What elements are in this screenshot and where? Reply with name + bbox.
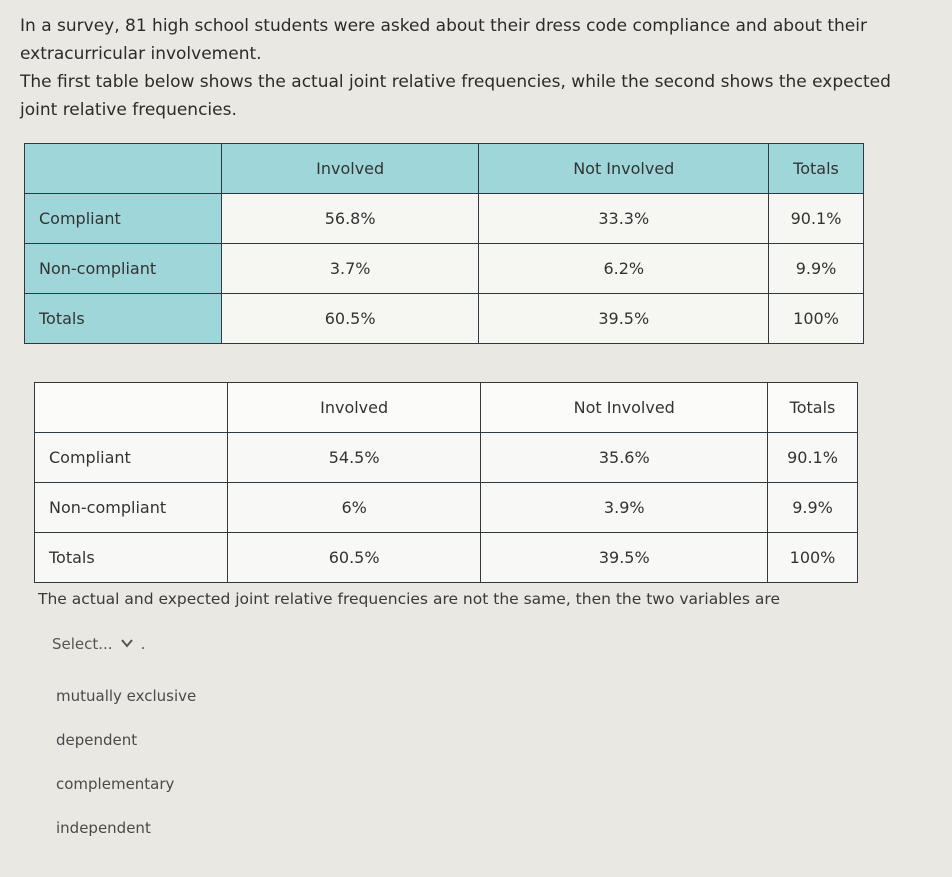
header-cell-totals: Totals	[769, 144, 864, 194]
conclusion-text: The actual and expected joint relative frequencies are not the same, then the two variables are	[38, 590, 780, 608]
table-cell: 9.9%	[768, 483, 858, 533]
option-independent[interactable]: independent	[56, 819, 151, 837]
header-cell-totals: Totals	[768, 383, 858, 433]
table-cell: 54.5%	[227, 433, 481, 483]
table-header-row	[25, 144, 864, 194]
intro-line-2: extracurricular involvement.	[20, 44, 262, 64]
table-cell: 100%	[769, 294, 864, 344]
intro-line-1: In a survey, 81 high school students were asked about their dress code compliance and about their	[20, 16, 867, 36]
sentence-period: .	[140, 635, 146, 653]
table-cell: 6.2%	[479, 244, 769, 294]
option-mutually-exclusive[interactable]: mutually exclusive	[56, 687, 197, 705]
table-cell: 3.9%	[481, 483, 768, 533]
table-cell: 6%	[227, 483, 481, 533]
question-intro	[20, 12, 935, 124]
table-cell: 33.3%	[479, 194, 769, 244]
table-cell: 39.5%	[481, 533, 768, 583]
intro-line-3: The first table below shows the actual joint relative frequencies, while the second shows the expected	[20, 72, 891, 92]
table-cell: 90.1%	[769, 194, 864, 244]
header-cell-empty	[25, 144, 222, 194]
table-header-row	[35, 383, 858, 433]
intro-line-4: joint relative frequencies.	[20, 100, 237, 120]
header-cell-not-involved: Not Involved	[481, 383, 768, 433]
select-label: Select...	[52, 635, 113, 653]
row-label: Non-compliant	[25, 244, 222, 294]
expected-frequency-table	[34, 382, 858, 583]
row-label: Non-compliant	[35, 483, 228, 533]
answer-select[interactable]	[52, 635, 145, 653]
table-row	[25, 194, 864, 244]
header-cell-empty	[35, 383, 228, 433]
option-complementary[interactable]: complementary	[56, 775, 175, 793]
actual-frequency-table	[24, 143, 864, 344]
table-cell: 60.5%	[227, 533, 481, 583]
header-cell-involved: Involved	[227, 383, 481, 433]
table-row	[25, 244, 864, 294]
table-row	[35, 433, 858, 483]
table-cell: 100%	[768, 533, 858, 583]
table-cell: 35.6%	[481, 433, 768, 483]
table-cell: 3.7%	[221, 244, 479, 294]
table-row	[35, 483, 858, 533]
table-row	[35, 533, 858, 583]
row-label: Totals	[35, 533, 228, 583]
table-cell: 60.5%	[221, 294, 479, 344]
chevron-down-icon[interactable]	[121, 637, 133, 652]
select-options-list	[56, 684, 196, 860]
table-cell: 39.5%	[479, 294, 769, 344]
table-cell: 56.8%	[221, 194, 479, 244]
table-row	[25, 294, 864, 344]
row-label: Totals	[25, 294, 222, 344]
option-dependent[interactable]: dependent	[56, 731, 138, 749]
row-label: Compliant	[35, 433, 228, 483]
table-cell: 90.1%	[768, 433, 858, 483]
row-label: Compliant	[25, 194, 222, 244]
header-cell-involved: Involved	[221, 144, 479, 194]
table-cell: 9.9%	[769, 244, 864, 294]
header-cell-not-involved: Not Involved	[479, 144, 769, 194]
